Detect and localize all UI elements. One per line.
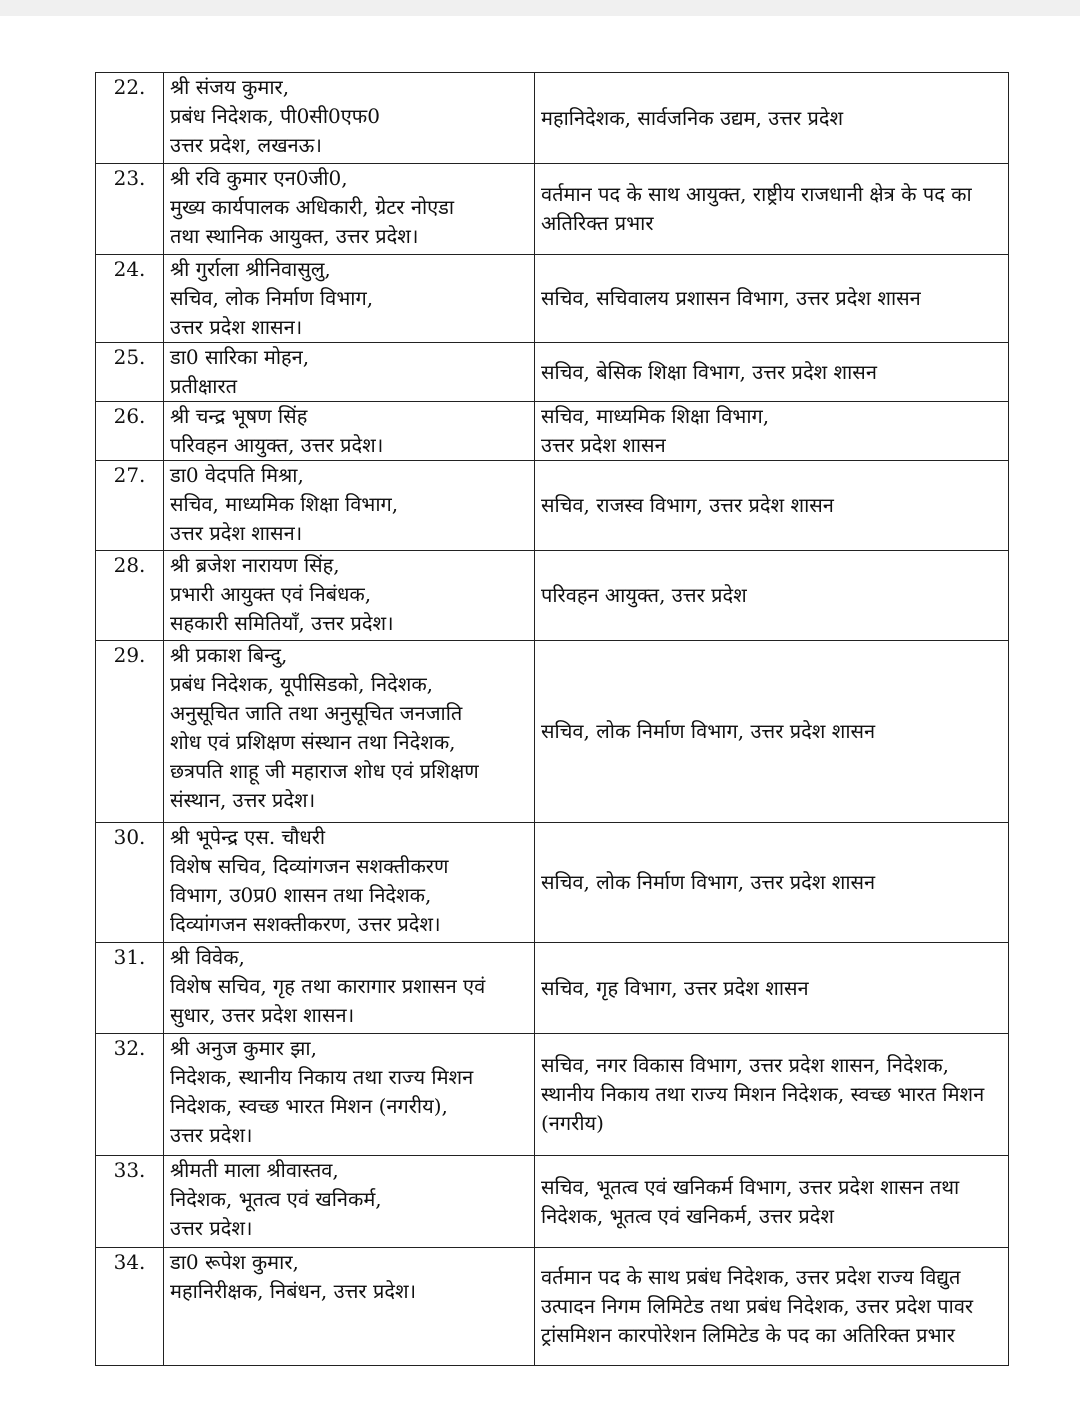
new-post-line: सचिव, भूतत्व एवं खनिकर्म विभाग, उत्तर प्रदेश शासन तथा <box>541 1174 960 1199</box>
table-row <box>96 164 1009 255</box>
serial-number: 33. <box>96 1156 164 1248</box>
officer-line: उत्तर प्रदेश। <box>170 1216 253 1240</box>
officer-line: तथा स्थानिक आयुक्त, उत्तर प्रदेश। <box>170 224 419 248</box>
officer-line: सचिव, लोक निर्माण विभाग, <box>170 286 374 310</box>
new-post-line: वर्तमान पद के साथ प्रबंध निदेशक, उत्तर प्रदेश राज्य विद्युत <box>541 1265 961 1289</box>
new-post-line: सचिव, लोक निर्माण विभाग, उत्तर प्रदेश शासन <box>541 719 876 743</box>
new-post-line: परिवहन आयुक्त, उत्तर प्रदेश <box>541 583 747 607</box>
new-post-line: महानिदेशक, सार्वजनिक उद्यम, उत्तर प्रदेश <box>541 105 844 130</box>
officer-line: श्री ब्रजेश नारायण सिंह, <box>170 553 340 577</box>
new-posting <box>535 823 1009 943</box>
officer-current-post <box>164 164 535 255</box>
new-post-line: सचिव, गृह विभाग, उत्तर प्रदेश शासन <box>541 975 809 1000</box>
new-post-line: उत्पादन निगम लिमिटेड तथा प्रबंध निदेशक, उत्तर प्रदेश पावर <box>541 1294 974 1318</box>
officer-current-post <box>164 943 535 1034</box>
officer-line: डा0 रूपेश कुमार, <box>170 1250 299 1274</box>
new-post-line: ट्रांसमिशन कारपोरेशन लिमिटेड के पद का अतिरिक्त प्रभार <box>541 1323 955 1347</box>
new-post-line: सचिव, सचिवालय प्रशासन विभाग, उत्तर प्रदेश शासन <box>541 286 921 310</box>
officer-current-post <box>164 1248 535 1366</box>
officer-line: उत्तर प्रदेश शासन। <box>170 315 303 339</box>
officer-line: डा0 वेदपति मिश्रा, <box>170 463 304 487</box>
new-posting <box>535 641 1009 823</box>
officer-current-post <box>164 73 535 164</box>
new-post-line: अतिरिक्त प्रभार <box>541 211 654 235</box>
serial-number: 32. <box>96 1034 164 1156</box>
officer-line: मुख्य कार्यपालक अधिकारी, ग्रेटर नोएडा <box>170 195 455 219</box>
serial-number: 27. <box>96 461 164 551</box>
officer-current-post <box>164 343 535 402</box>
officer-line: निदेशक, स्वच्छ भारत मिशन (नगरीय), <box>170 1094 448 1118</box>
officer-line: विशेष सचिव, गृह तथा कारागार प्रशासन एवं <box>170 974 486 998</box>
officer-line: श्री अनुज कुमार झा, <box>170 1036 317 1060</box>
transfer-table <box>95 72 1009 1366</box>
officer-current-post <box>164 551 535 641</box>
table-row <box>96 1156 1009 1248</box>
officer-line: उत्तर प्रदेश, लखनऊ। <box>170 133 322 157</box>
new-post-line: सचिव, राजस्व विभाग, उत्तर प्रदेश शासन <box>541 493 834 517</box>
table-row <box>96 402 1009 461</box>
officer-line: श्री भूपेन्द्र एस. चौधरी <box>170 825 326 849</box>
officer-line: निदेशक, भूतत्व एवं खनिकर्म, <box>170 1187 382 1211</box>
officer-line: विशेष सचिव, दिव्यांगजन सशक्तीकरण <box>170 854 449 878</box>
officer-line: उत्तर प्रदेश शासन। <box>170 521 303 545</box>
new-post-line: सचिव, लोक निर्माण विभाग, उत्तर प्रदेश शासन <box>541 870 876 894</box>
officer-line: परिवहन आयुक्त, उत्तर प्रदेश। <box>170 433 384 457</box>
officer-line: छत्रपति शाहू जी महाराज शोध एवं प्रशिक्षण <box>170 759 479 783</box>
officer-line: श्री संजय कुमार, <box>170 75 290 99</box>
new-post-line: निदेशक, भूतत्व एवं खनिकर्म, उत्तर प्रदेश <box>541 1203 834 1228</box>
table-row <box>96 551 1009 641</box>
officer-line: श्री गुर्राला श्रीनिवासुलु, <box>170 257 331 281</box>
officer-line: निदेशक, स्थानीय निकाय तथा राज्य मिशन <box>170 1065 474 1089</box>
serial-number: 22. <box>96 73 164 164</box>
new-post-line: वर्तमान पद के साथ आयुक्त, राष्ट्रीय राजधानी क्षेत्र के पद का <box>541 182 972 206</box>
officer-line: श्री रवि कुमार एन0जी0, <box>170 166 348 190</box>
table-row <box>96 943 1009 1034</box>
officer-line: प्रभारी आयुक्त एवं निबंधक, <box>170 582 372 606</box>
table-row <box>96 73 1009 164</box>
officer-line: दिव्यांगजन सशक्तीकरण, उत्तर प्रदेश। <box>170 912 441 936</box>
table-row <box>96 641 1009 823</box>
officer-current-post <box>164 1034 535 1156</box>
table-body <box>96 73 1009 1366</box>
officer-line: सहकारी समितियाँ, उत्तर प्रदेश। <box>170 611 394 635</box>
officer-line: अनुसूचित जाति तथा अनुसूचित जनजाति <box>170 701 463 725</box>
new-post-line: उत्तर प्रदेश शासन <box>541 433 666 457</box>
officer-current-post <box>164 641 535 823</box>
table-row <box>96 461 1009 551</box>
officer-current-post <box>164 402 535 461</box>
new-posting <box>535 1156 1009 1248</box>
new-post-line: सचिव, बेसिक शिक्षा विभाग, उत्तर प्रदेश शासन <box>541 359 877 384</box>
table-row <box>96 343 1009 402</box>
serial-number: 30. <box>96 823 164 943</box>
table-row <box>96 823 1009 943</box>
table-row <box>96 255 1009 343</box>
new-posting <box>535 402 1009 461</box>
officer-line: संस्थान, उत्तर प्रदेश। <box>170 788 316 812</box>
officer-current-post <box>164 461 535 551</box>
serial-number: 26. <box>96 402 164 461</box>
serial-number: 24. <box>96 255 164 343</box>
new-post-line: स्थानीय निकाय तथा राज्य मिशन निदेशक, स्वच्छ भारत मिशन <box>541 1082 985 1106</box>
top-strip <box>0 0 1080 16</box>
officer-line: सचिव, माध्यमिक शिक्षा विभाग, <box>170 492 399 516</box>
new-posting <box>535 1248 1009 1366</box>
serial-number: 25. <box>96 343 164 402</box>
table-row <box>96 1248 1009 1366</box>
officer-line: डा0 सारिका मोहन, <box>170 345 310 369</box>
officer-line: श्री प्रकाश बिन्दु, <box>170 643 288 667</box>
new-posting <box>535 551 1009 641</box>
officer-line: श्री विवेक, <box>170 945 245 969</box>
serial-number: 34. <box>96 1248 164 1366</box>
new-post-line: (नगरीय) <box>541 1111 604 1135</box>
serial-number: 28. <box>96 551 164 641</box>
new-posting <box>535 343 1009 402</box>
new-posting <box>535 164 1009 255</box>
officer-current-post <box>164 255 535 343</box>
serial-number: 29. <box>96 641 164 823</box>
officer-line: सुधार, उत्तर प्रदेश शासन। <box>170 1003 355 1027</box>
officer-line: उत्तर प्रदेश। <box>170 1123 253 1147</box>
officer-line: विभाग, उ0प्र0 शासन तथा निदेशक, <box>170 883 432 907</box>
officer-current-post <box>164 823 535 943</box>
officer-line: श्रीमती माला श्रीवास्तव, <box>170 1158 339 1182</box>
new-post-line: सचिव, माध्यमिक शिक्षा विभाग, <box>541 404 770 428</box>
new-post-line: सचिव, नगर विकास विभाग, उत्तर प्रदेश शासन, निदेशक, <box>541 1053 949 1077</box>
serial-number: 23. <box>96 164 164 255</box>
officer-line: श्री चन्द्र भूषण सिंह <box>170 404 308 428</box>
officer-current-post <box>164 1156 535 1248</box>
new-posting <box>535 461 1009 551</box>
officer-line: प्रतीक्षारत <box>170 374 238 398</box>
new-posting <box>535 1034 1009 1156</box>
officer-line: प्रबंध निदेशक, पी0सी0एफ0 <box>170 104 380 128</box>
serial-number: 31. <box>96 943 164 1034</box>
officer-line: महानिरीक्षक, निबंधन, उत्तर प्रदेश। <box>170 1279 417 1303</box>
officer-line: प्रबंध निदेशक, यूपीसिडको, निदेशक, <box>170 672 434 696</box>
new-posting <box>535 255 1009 343</box>
new-posting <box>535 73 1009 164</box>
new-posting <box>535 943 1009 1034</box>
table-row <box>96 1034 1009 1156</box>
officer-line: शोध एवं प्रशिक्षण संस्थान तथा निदेशक, <box>170 730 456 754</box>
